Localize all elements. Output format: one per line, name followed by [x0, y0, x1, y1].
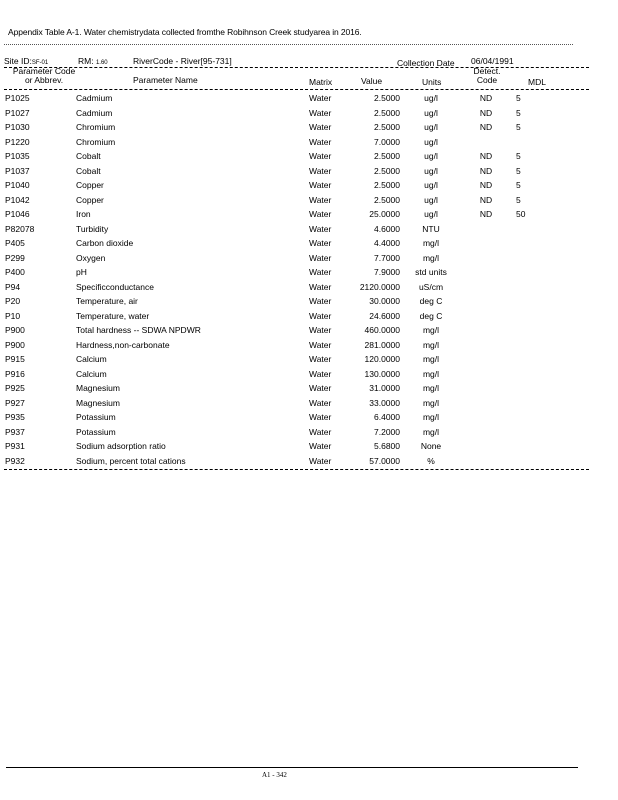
- cell-code: P1042: [5, 194, 30, 205]
- cell-name: Sodium, percent total cations: [76, 455, 186, 466]
- cell-value: 57.0000: [369, 455, 400, 466]
- table-row: [0, 180, 618, 195]
- cell-name: Carbon dioxide: [76, 238, 134, 248]
- cell-name: Magnesium: [76, 383, 120, 393]
- cell-units: %: [427, 455, 435, 466]
- col-header-detect: [472, 67, 502, 85]
- cell-mdl: 5: [516, 107, 521, 118]
- cell-units: ug/l: [424, 151, 438, 161]
- table-row: [0, 195, 618, 210]
- cell-name: Cobalt: [76, 151, 101, 161]
- cell-units: std units: [415, 267, 447, 277]
- cell-code: P935: [5, 412, 25, 422]
- cell-value: 4.4000: [374, 238, 400, 248]
- cell-value: 2120.0000: [359, 281, 400, 292]
- cell-matrix: Water: [309, 252, 332, 263]
- cell-value: 7.0000: [374, 136, 400, 147]
- cell-code: P900: [5, 325, 25, 335]
- table-end-divider: [4, 469, 589, 470]
- cell-code: P1046: [5, 209, 30, 219]
- collection-date: 06/04/1991: [471, 56, 514, 66]
- cell-value: 7.9000: [374, 267, 400, 277]
- cell-name: Cadmium: [76, 93, 113, 103]
- cell-mdl: 5: [516, 165, 521, 176]
- cell-detect: ND: [479, 180, 493, 190]
- cell-name: Chromium: [76, 122, 116, 132]
- cell-matrix: Water: [309, 310, 332, 321]
- col-header-detect-line1: Detect.: [473, 66, 501, 76]
- footer-rule: [6, 767, 578, 768]
- cell-detect: ND: [479, 209, 493, 219]
- table-row: [0, 93, 618, 108]
- cell-name: Sodium adsorption ratio: [76, 441, 166, 451]
- rm-value: 1.60: [95, 60, 108, 66]
- table-row: [0, 267, 618, 282]
- cell-units: ug/l: [424, 136, 438, 147]
- cell-code: P1035: [5, 151, 30, 161]
- cell-detect: ND: [479, 93, 493, 103]
- cell-name: Temperature, water: [76, 310, 150, 321]
- cell-value: 7.7000: [374, 252, 400, 263]
- cell-code: P931: [5, 441, 25, 451]
- table-row: [0, 311, 618, 326]
- cell-code: P94: [5, 281, 21, 292]
- cell-name: Total hardness -- SDWA NPDWR: [76, 325, 201, 335]
- table-row: [0, 296, 618, 311]
- cell-matrix: Water: [309, 354, 332, 364]
- col-header-mdl: MDL: [528, 77, 546, 87]
- cell-mdl: 5: [516, 194, 521, 205]
- cell-value: 2.5000: [374, 93, 400, 103]
- cell-value: 120.0000: [364, 354, 400, 364]
- cell-value: 25.0000: [369, 209, 400, 219]
- table-row: [0, 412, 618, 427]
- cell-units: deg C: [419, 310, 443, 321]
- cell-matrix: Water: [309, 412, 332, 422]
- cell-name: Hardness,non-carbonate: [76, 339, 170, 350]
- cell-code: P405: [5, 238, 25, 248]
- cell-matrix: Water: [309, 209, 332, 219]
- cell-matrix: Water: [309, 165, 332, 176]
- table-row: [0, 456, 618, 471]
- cell-matrix: Water: [309, 296, 332, 306]
- col-header-value: Value: [361, 76, 383, 86]
- cell-units: mg/l: [422, 325, 440, 335]
- cell-name: Potassium: [76, 412, 116, 422]
- cell-units: NTU: [422, 223, 440, 234]
- cell-mdl: 5: [516, 122, 521, 132]
- table-row: [0, 253, 618, 268]
- cell-code: P916: [5, 368, 25, 379]
- col-header-code: [9, 67, 79, 85]
- cell-matrix: Water: [309, 281, 332, 292]
- cell-value: 6.4000: [374, 412, 400, 422]
- cell-code: P900: [5, 339, 25, 350]
- cell-code: P932: [5, 455, 25, 466]
- cell-matrix: Water: [309, 441, 332, 451]
- river-mile: [78, 56, 108, 66]
- cell-value: 2.5000: [374, 180, 400, 190]
- column-header-divider: [4, 89, 589, 90]
- cell-value: 2.5000: [374, 165, 400, 176]
- cell-matrix: Water: [309, 325, 332, 335]
- site-id-value: SF-01: [31, 60, 49, 66]
- cell-code: P299: [5, 252, 25, 263]
- cell-code: P82078: [5, 223, 35, 234]
- cell-value: 2.5000: [374, 151, 400, 161]
- cell-matrix: Water: [309, 194, 332, 205]
- cell-matrix: Water: [309, 223, 332, 234]
- cell-value: 33.0000: [369, 397, 400, 408]
- cell-units: mg/l: [422, 383, 440, 393]
- table-row: [0, 369, 618, 384]
- cell-mdl: 50: [516, 209, 526, 219]
- cell-code: P400: [5, 267, 25, 277]
- table-row: [0, 354, 618, 369]
- cell-detect: ND: [479, 107, 493, 118]
- cell-name: Cobalt: [76, 165, 101, 176]
- table-row: [0, 209, 618, 224]
- page-number: A1 - 342: [262, 771, 287, 779]
- site-id-label: Site ID:: [4, 56, 32, 66]
- cell-matrix: Water: [309, 426, 332, 437]
- table-title: Appendix Table A-1. Water chemistrydata collected fromthe Robihnson Creek studyarea in 2016.: [8, 27, 362, 37]
- cell-matrix: Water: [309, 368, 332, 379]
- cell-units: mg/l: [422, 368, 440, 379]
- cell-units: mg/l: [422, 426, 440, 437]
- cell-name: Magnesium: [76, 397, 120, 408]
- cell-value: 2.5000: [374, 107, 400, 118]
- cell-units: ug/l: [424, 209, 438, 219]
- cell-units: deg C: [419, 296, 443, 306]
- table-row: [0, 122, 618, 137]
- cell-value: 130.0000: [364, 368, 400, 379]
- cell-detect: ND: [479, 151, 493, 161]
- cell-value: 31.0000: [369, 383, 400, 393]
- cell-matrix: Water: [309, 455, 332, 466]
- cell-code: P915: [5, 354, 25, 364]
- cell-mdl: 5: [516, 151, 521, 161]
- cell-code: P1030: [5, 122, 30, 132]
- river-code: RiverCode - River[95-731]: [133, 56, 232, 66]
- cell-units: mg/l: [422, 238, 440, 248]
- cell-code: P10: [5, 310, 21, 321]
- table-row: [0, 427, 618, 442]
- table-row: [0, 383, 618, 398]
- cell-matrix: Water: [309, 180, 332, 190]
- cell-detect: ND: [479, 122, 493, 132]
- cell-code: P1027: [5, 107, 30, 118]
- cell-code: P1220: [5, 136, 30, 147]
- cell-matrix: Water: [309, 151, 332, 161]
- cell-name: Calcium: [76, 354, 107, 364]
- col-header-code-line2: or Abbrev.: [24, 75, 64, 85]
- cell-detect: ND: [479, 194, 493, 205]
- cell-value: 5.6800: [374, 441, 400, 451]
- cell-name: Copper: [76, 180, 104, 190]
- cell-detect: ND: [479, 165, 493, 176]
- cell-name: Turbidity: [76, 223, 109, 234]
- cell-value: 24.6000: [369, 310, 400, 321]
- col-header-detect-line2: Code: [476, 75, 498, 85]
- cell-units: ug/l: [424, 165, 438, 176]
- cell-units: ug/l: [424, 107, 438, 118]
- cell-units: mg/l: [422, 354, 440, 364]
- cell-matrix: Water: [309, 122, 332, 132]
- cell-name: Cadmium: [76, 107, 113, 118]
- table-row: [0, 441, 618, 456]
- cell-value: 7.2000: [374, 426, 400, 437]
- table-row: [0, 108, 618, 123]
- cell-units: uS/cm: [418, 281, 444, 292]
- cell-code: P927: [5, 397, 25, 408]
- cell-name: Chromium: [76, 136, 116, 147]
- cell-matrix: Water: [309, 107, 332, 118]
- cell-units: mg/l: [422, 397, 440, 408]
- cell-code: P925: [5, 383, 25, 393]
- cell-code: P1040: [5, 180, 30, 190]
- cell-matrix: Water: [309, 339, 332, 350]
- title-divider: [4, 44, 573, 45]
- cell-units: ug/l: [424, 194, 438, 205]
- cell-matrix: Water: [309, 136, 332, 147]
- cell-value: 4.6000: [374, 223, 400, 234]
- cell-units: mg/l: [422, 412, 440, 422]
- cell-name: Iron: [76, 209, 91, 219]
- cell-name: Specificconductance: [76, 281, 154, 292]
- table-row: [0, 325, 618, 340]
- cell-matrix: Water: [309, 267, 332, 277]
- cell-name: Calcium: [76, 368, 107, 379]
- cell-value: 2.5000: [374, 194, 400, 205]
- table-row: [0, 340, 618, 355]
- cell-matrix: Water: [309, 383, 332, 393]
- col-header-name: Parameter Name: [133, 75, 198, 85]
- table-row: [0, 151, 618, 166]
- cell-units: mg/l: [422, 339, 440, 350]
- table-row: [0, 224, 618, 239]
- table-row: [0, 398, 618, 413]
- col-header-units: Units: [422, 77, 442, 87]
- cell-name: pH: [76, 267, 87, 277]
- collection-date-label: Collection Date: [397, 58, 455, 68]
- cell-units: ug/l: [424, 180, 438, 190]
- cell-code: P1037: [5, 165, 30, 176]
- cell-units: mg/l: [422, 252, 440, 263]
- cell-mdl: 5: [516, 180, 521, 190]
- col-header-matrix: Matrix: [309, 77, 333, 87]
- cell-units: ug/l: [424, 122, 438, 132]
- table-row: [0, 137, 618, 152]
- cell-units: None: [420, 441, 442, 451]
- table-row: [0, 282, 618, 297]
- table-row: [0, 166, 618, 181]
- cell-value: 2.5000: [374, 122, 400, 132]
- cell-name: Potassium: [76, 426, 116, 437]
- cell-matrix: Water: [309, 238, 332, 248]
- cell-code: P937: [5, 426, 25, 437]
- cell-value: 30.0000: [369, 296, 400, 306]
- col-header-code-line1: Parameter Code: [12, 66, 76, 76]
- cell-name: Copper: [76, 194, 104, 205]
- cell-mdl: 5: [516, 93, 521, 103]
- cell-matrix: Water: [309, 93, 332, 103]
- cell-name: Temperature, air: [76, 296, 138, 306]
- cell-matrix: Water: [309, 397, 332, 408]
- cell-name: Oxygen: [76, 252, 106, 263]
- cell-value: 281.0000: [364, 339, 400, 350]
- rm-label: RM:: [78, 56, 94, 66]
- table-row: [0, 238, 618, 253]
- cell-code: P1025: [5, 93, 30, 103]
- cell-code: P20: [5, 296, 21, 306]
- cell-value: 460.0000: [364, 325, 400, 335]
- site-id: [4, 56, 48, 66]
- cell-units: ug/l: [424, 93, 438, 103]
